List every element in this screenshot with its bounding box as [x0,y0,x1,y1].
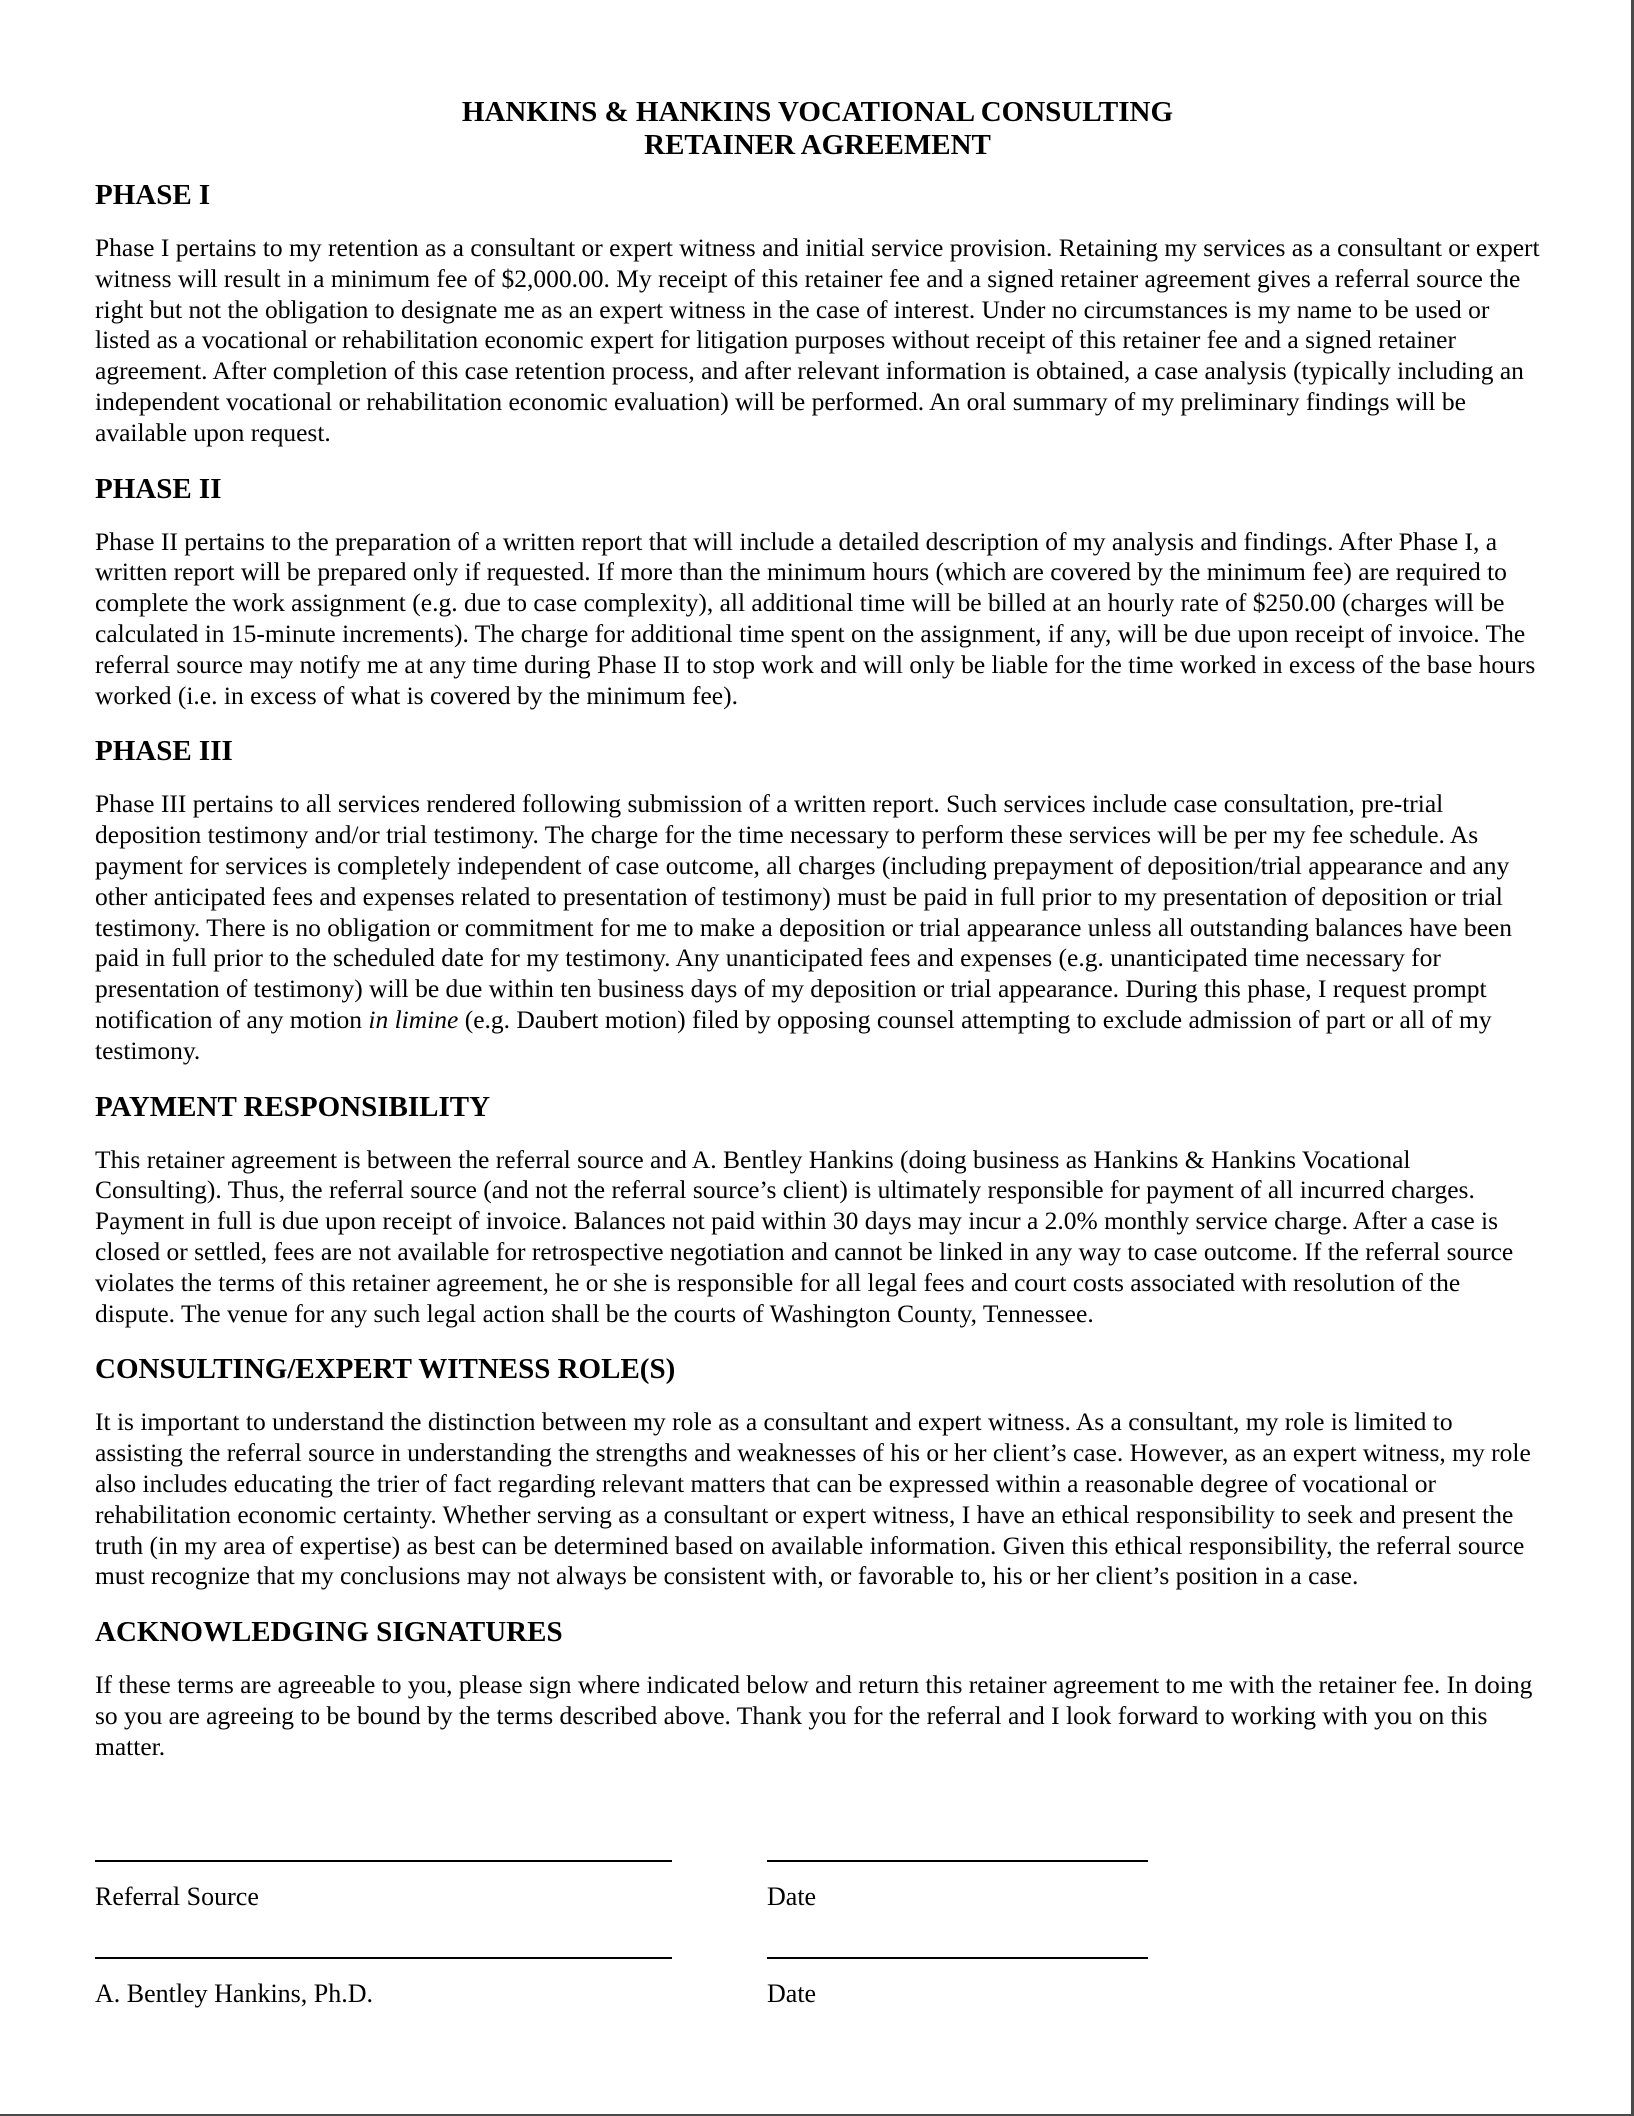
phase-3-text-part-1: Phase III pertains to all services rendered following submission of a written report. Such services include case consultation, pre-trial deposition testimony and/or trial testimony. The charge for the time necessary to perform these services will be per my fee schedule. As payment for services is completely independent of case outcome, all charges (including prepayment of deposition/trial appearance and any other anticipated fees and expenses related to presentation of testimony) must be paid in full prior to my presentation of deposition or trial testimony. There is no obligation or commitment for me to make a deposition or trial appearance unless all outstanding balances have been paid in full prior to the scheduled date for my testimony. Any unanticipated fees and expenses (e.g. unanticipated time necessary for presentation of testimony) will be due within ten business days of my deposition or trial appearance. During this phase, I request prompt notification of any motion [95,789,1512,1034]
phase-3-text-part-2: (e.g. Daubert motion) filed by opposing counsel attempting to exclude admission of part or all of my testimony. [95,1004,1492,1065]
section-body-acknowledging-signatures: If these terms are agreeable to you, please sign where indicated below and return this retainer agreement to me with the retainer fee. In doing so you are agreeing to be bound by the terms described above. Thank you for the referral and I look forward to working with you on this matter. [95,1670,1533,1761]
signature-label-consultant: A. Bentley Hankins, Ph.D. [95,1979,374,2008]
section-heading-phase-2: PHASE II [95,472,222,505]
phase-3-italic-term: in limine [368,1004,459,1034]
signature-line-consultant[interactable] [95,1957,672,1959]
section-heading-phase-3: PHASE III [95,735,233,768]
section-body-phase-2: Phase II pertains to the preparation of a written report that will include a detailed description of my analysis and findings. After Phase I, a written report will be prepared only if requested. If more than the minimum hours (which are covered by the minimum fee) are required to complete the work assignment (e.g. due to case complexity), all additional time will be billed at an hourly rate of $250.00 (charges will be calculated in 15-minute increments). The charge for additional time spent on the assignment, if any, will be due upon receipt of invoice. The referral source may notify me at any time during Phase II to stop work and will only be liable for the time worked in excess of the base hours worked (i.e. in excess of what is covered by the minimum fee). [95,526,1536,710]
section-heading-phase-1: PHASE I [95,179,211,211]
signature-block [95,1860,1540,2008]
signature-line-date-2[interactable] [767,1957,1148,1959]
section-body-phase-3 [95,789,1540,1066]
section-heading-payment-responsibility: PAYMENT RESPONSIBILITY [95,1090,491,1123]
section-body-phase-1: Phase I pertains to my retention as a consultant or expert witness and initial service provision. Retaining my services as a consultant or expert witness will result in a minimum fee of $2,000.00. My receipt of this retainer fee and a signed retainer agreement gives a referral source the right but not the obligation to designate me as an expert witness in the case of interest. Under no circumstances is my name to be used or listed as a vocational or rehabilitation economic expert for litigation purposes without receipt of this retainer fee and a signed retainer agreement. After completion of this case retention process, and after relevant information is obtained, a case analysis (typically including an independent vocational or rehabilitation economic evaluation) will be performed. An oral summary of my preliminary findings will be available upon request. [95,233,1540,447]
signature-row-consultant [95,1957,1540,2007]
signature-row-referral-source [95,1860,1540,1910]
document-title-line-1: HANKINS & HANKINS VOCATIONAL CONSULTING [461,96,1174,128]
section-body-payment-responsibility: This retainer agreement is between the referral source and A. Bentley Hankins (doing business as Hankins & Hankins Vocational Consulting). Thus, the referral source (and not the referral source’s client) is ultimately responsible for payment of all incurred charges. Payment in full is due upon receipt of invoice. Balances not paid within 30 days may incur a 2.0% monthly service charge. After a case is closed or settled, fees are not available for retrospective negotiation and cannot be linked in any way to case outcome. If the referral source violates the terms of this retainer agreement, he or she is responsible for all legal fees and court costs associated with resolution of the dispute. The venue for any such legal action shall be the courts of Washington County, Tennessee. [95,1144,1514,1328]
signature-label-referral-source: Referral Source [95,1882,259,1911]
section-body-consulting-role: It is important to understand the distinction between my role as a consultant and expert witness. As a consultant, my role is limited to assisting the referral source in understanding the strengths and weaknesses of his or her client’s case. However, as an expert witness, my role also includes educating the trier of fact regarding relevant matters that can be expressed within a reasonable degree of vocational or rehabilitation economic certainty. Whether serving as a consultant or expert witness, I have an ethical responsibility to seek and present the truth (in my area of expertise) as best can be determined based on available information. Given this ethical responsibility, the referral source must recognize that my conclusions may not always be consistent with, or favorable to, his or her client’s position in a case. [95,1407,1531,1591]
signature-line-referral-source[interactable] [95,1860,672,1862]
document-content [95,96,1540,1786]
signature-label-date-2: Date [767,1979,817,2008]
signature-line-date-1[interactable] [767,1860,1148,1862]
document-title [95,96,1540,162]
document-title-line-2: RETAINER AGREEMENT [644,129,991,161]
signature-label-date-1: Date [767,1882,817,1911]
section-heading-consulting-role: CONSULTING/EXPERT WITNESS ROLE(S) [95,1353,676,1386]
section-heading-acknowledging-signatures: ACKNOWLEDGING SIGNATURES [95,1616,563,1649]
